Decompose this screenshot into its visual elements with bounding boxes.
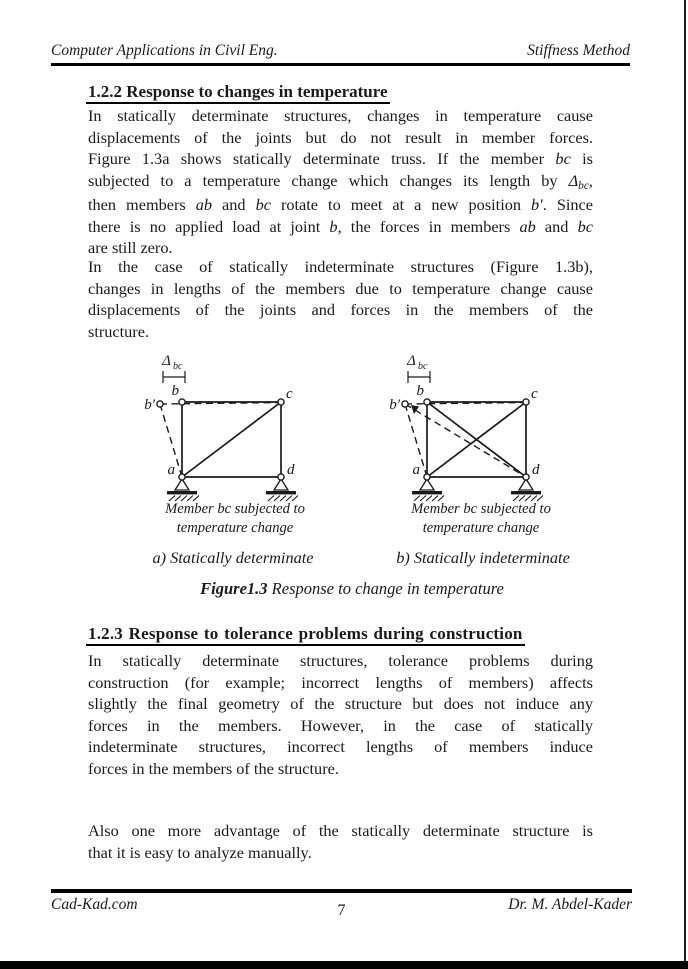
text-line: Also one more advantage of the statically determinate structure is [88, 821, 593, 840]
running-footer [51, 889, 632, 919]
truss-joints [157, 399, 284, 480]
node-label-b-prime: b′ [144, 397, 155, 413]
truss-members [182, 402, 281, 477]
truss-joints [402, 399, 529, 480]
text-line: slightly the final geometry of the structure but does not induce any [88, 694, 593, 713]
running-header [51, 42, 630, 66]
node-label-c: c [286, 386, 293, 402]
section-heading-123: 1.2.3 Response to tolerance problems during construction [86, 624, 525, 644]
dimension-bracket [408, 371, 430, 383]
figure-a-label: a) Statically determinate [152, 548, 314, 567]
text-line: subjected to a temperature change which changes its length by Δbc, [88, 170, 593, 192]
node-label-a: a [167, 462, 175, 478]
text-line: forces in the members of the structure. [88, 758, 339, 778]
node-label-b-prime: b′ [389, 397, 400, 413]
text-line: forces in the members. However, in the case of statically [88, 715, 593, 735]
node-label-b: b [416, 383, 424, 399]
text-line: In statically determinate structures, tolerance problems during [88, 651, 593, 670]
page-number: 7 [337, 902, 346, 919]
page-edge-right [684, 0, 686, 969]
text-line: indeterminate structures, incorrect lengths of members induce [88, 737, 593, 756]
truss-diagram-determinate [115, 338, 355, 506]
paragraph-temperature-indeterminate [88, 256, 593, 342]
text-line: construction (for example; incorrect lengths of members) affects [88, 672, 593, 692]
node-label-a: a [412, 462, 420, 478]
pin-support-icon [167, 479, 199, 501]
page-edge-bottom [0, 961, 688, 969]
node-label-d: d [532, 462, 540, 478]
footer-right-author: Dr. M. Abdel-Kader [508, 896, 632, 913]
figure-caption: Figure1.3 Response to change in temperature [200, 579, 504, 598]
dimension-label: Δ [407, 353, 416, 369]
text-line: In the case of statically indeterminate structures (Figure 1.3b), [88, 257, 593, 276]
section-heading-122: 1.2.2 Response to changes in temperature [86, 82, 390, 102]
dimension-sublabel: bc [173, 361, 183, 372]
figure-b-subcaption: Member bc subjected to temperature change [411, 501, 551, 536]
text-line: changes in lengths of the members due to temperature change cause [88, 278, 593, 298]
truss-members [427, 402, 526, 477]
pin-support-icon [266, 479, 298, 501]
text-line: displacements of the joints and forces in the members of the [88, 300, 593, 319]
dimension-label: Δ [162, 353, 171, 369]
text-line: displacements of the joints but do not result in member forces. [88, 127, 593, 147]
pin-support-icon [511, 479, 543, 501]
displaced-members-dashed [405, 403, 526, 478]
text-line: Figure 1.3a shows statically determinate truss. If the member bc is [88, 149, 594, 168]
dimension-delta-bc [406, 353, 430, 383]
text-line: there is no applied load at joint b, the forces in members ab and bc [88, 216, 593, 236]
displacement-arrowhead-icon [411, 405, 419, 414]
figure-b-label: b) Statically indeterminate [396, 548, 570, 567]
node-label-d: d [287, 462, 295, 478]
text-line: structure. [88, 321, 150, 341]
node-label-c: c [531, 386, 538, 402]
footer-left-site: Cad-Kad.com [51, 896, 138, 913]
dimension-delta-bc [161, 353, 185, 383]
text-line: are still zero. [88, 238, 173, 257]
paragraph-closing [88, 820, 593, 863]
figure-a-subcaption: Member bc subjected to temperature change [165, 501, 305, 536]
dimension-sublabel: bc [418, 361, 428, 372]
pin-support-icon [412, 479, 444, 501]
truss-diagram-indeterminate [360, 338, 600, 506]
displaced-members-dashed [160, 403, 281, 478]
dimension-bracket [163, 371, 185, 383]
text-line: In statically determinate structures, changes in temperature cause [88, 106, 593, 125]
paragraph-tolerance [88, 650, 593, 779]
text-line: that it is easy to analyze manually. [88, 842, 312, 862]
text-line: then members ab and bc rotate to meet at a new position b′. Since [88, 195, 593, 214]
header-left-title: Computer Applications in Civil Eng. [51, 42, 278, 59]
header-right-title: Stiffness Method [527, 42, 630, 59]
node-label-b: b [171, 383, 179, 399]
paragraph-temperature-determinate [88, 105, 593, 259]
